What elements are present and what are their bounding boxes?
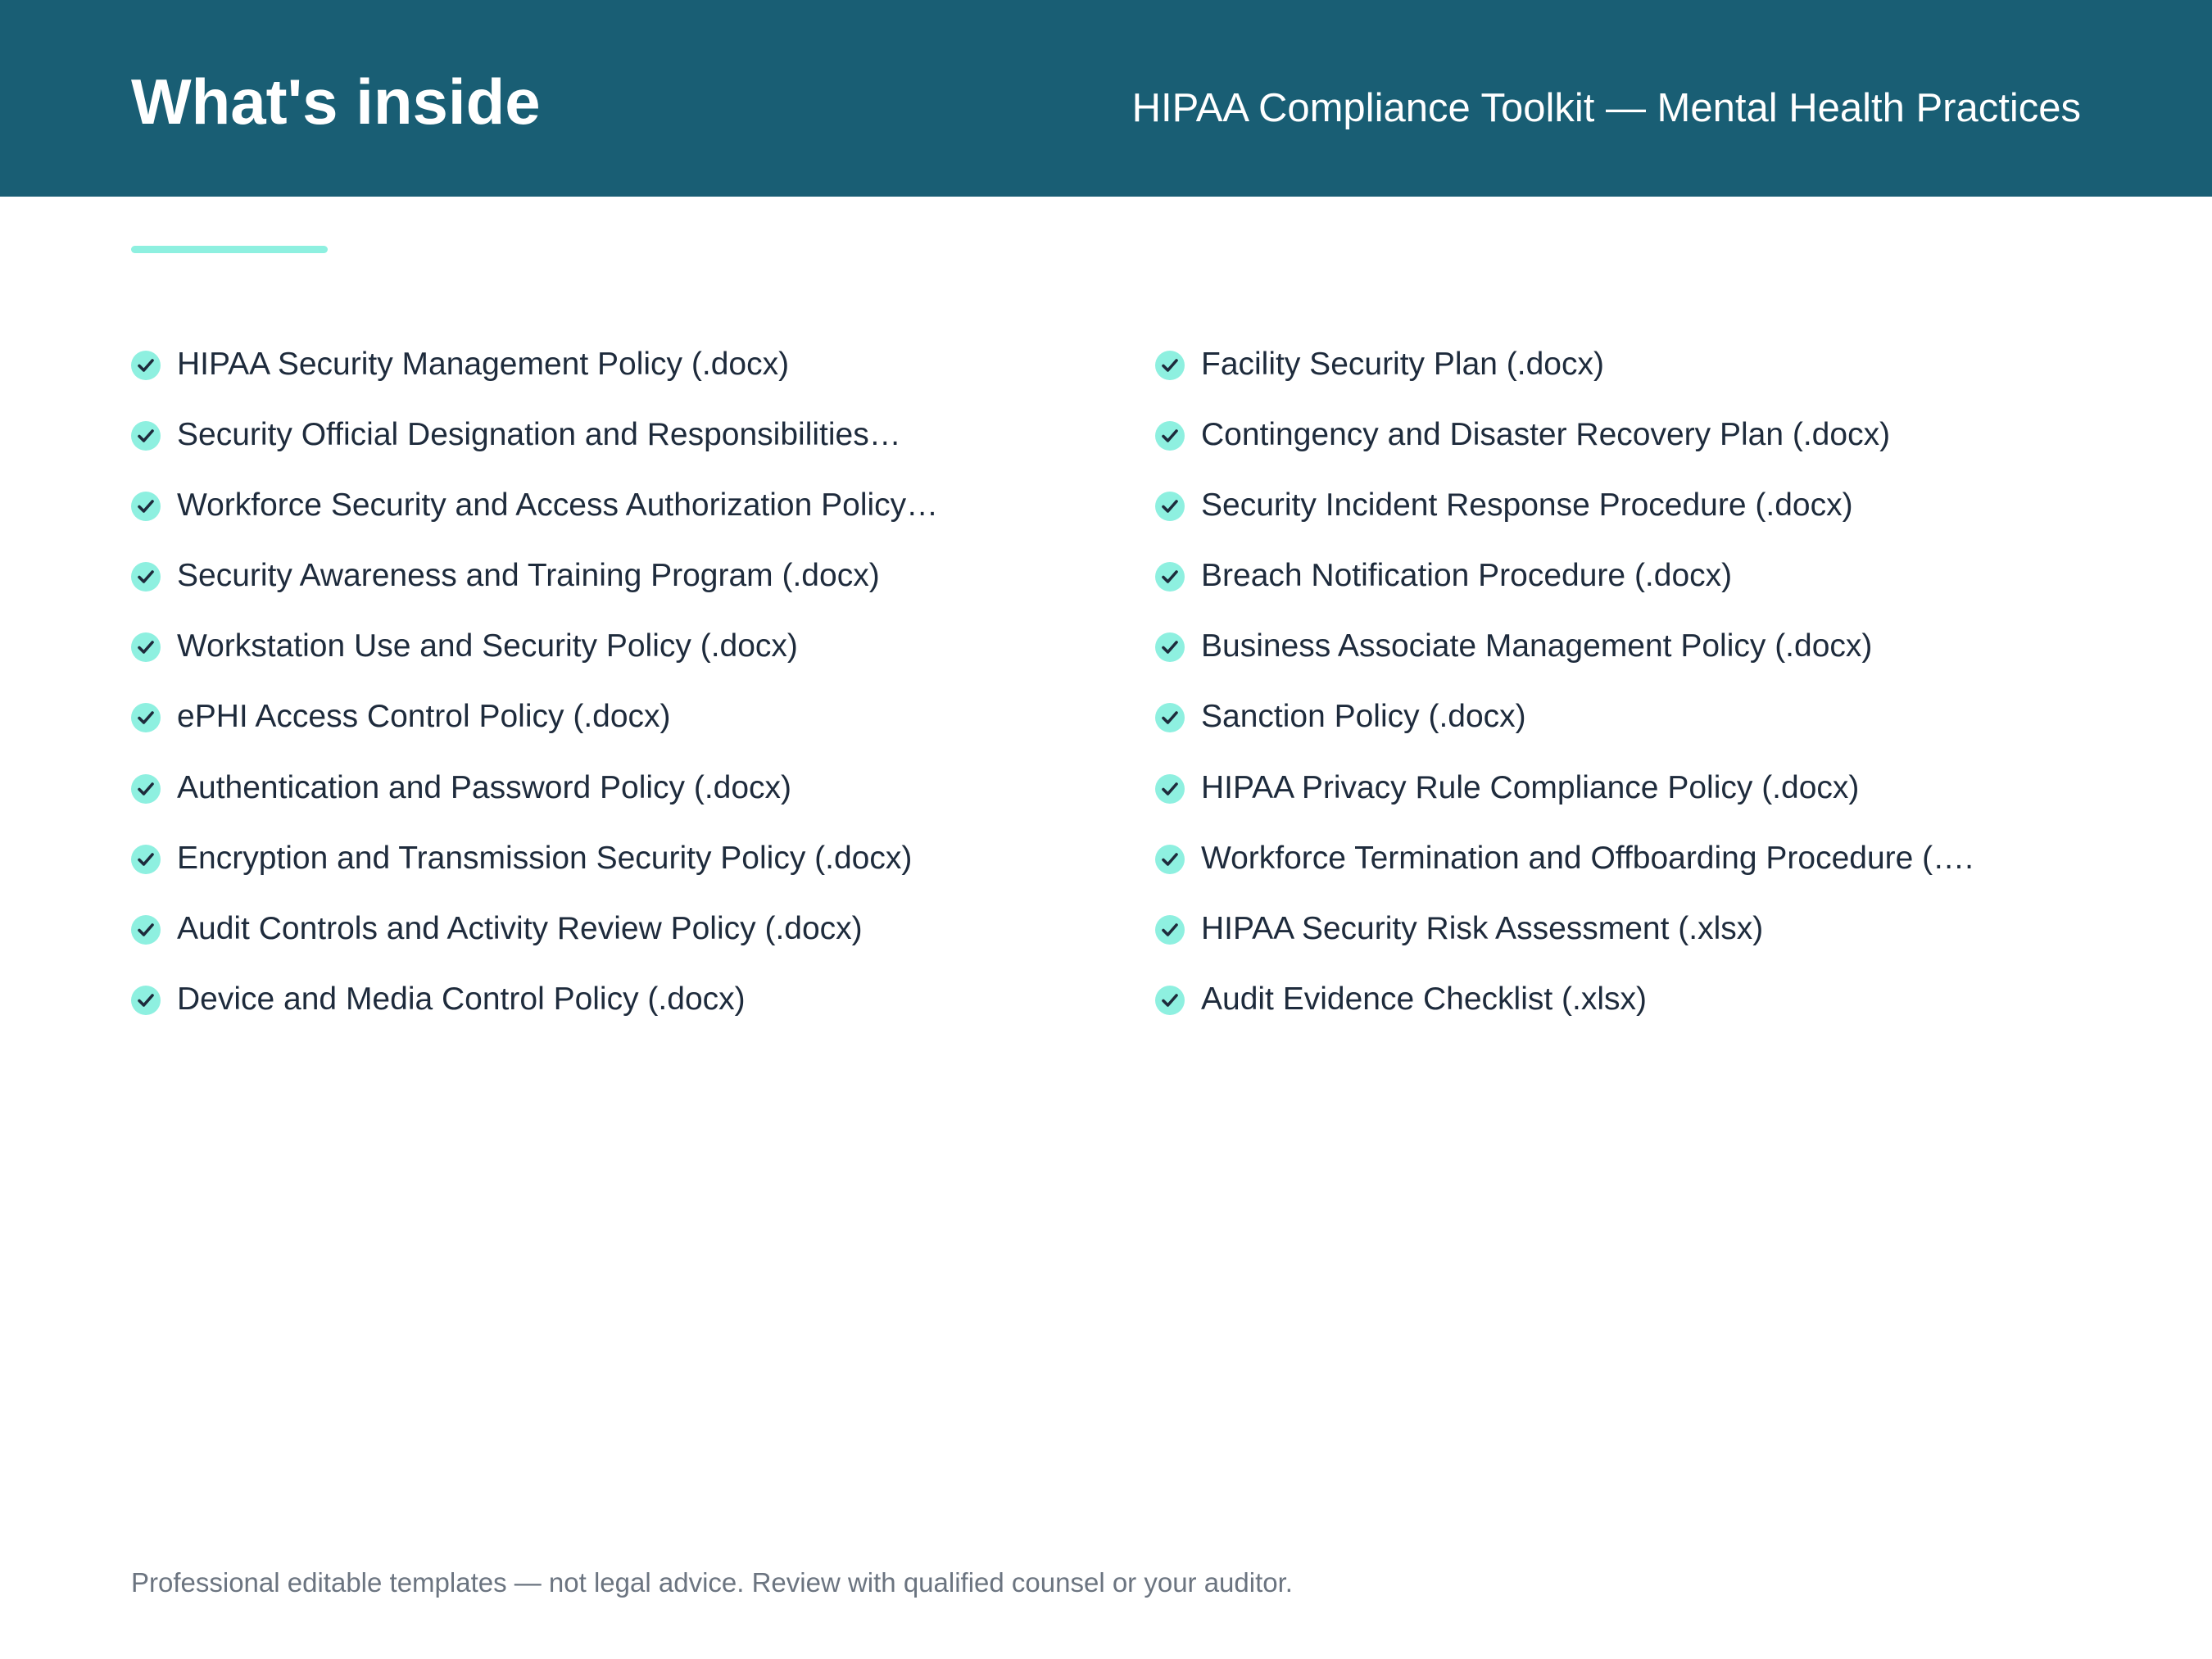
- check-circle-icon: [131, 774, 161, 804]
- list-item-label: Security Official Designation and Responsibilities…: [177, 417, 901, 453]
- check-circle-icon: [1155, 492, 1185, 521]
- list-item: [1155, 613, 2097, 683]
- check-circle-icon: [131, 562, 161, 592]
- list-item: [131, 401, 1073, 472]
- check-circle-icon: [131, 703, 161, 732]
- list-item-label: Encryption and Transmission Security Policy (.docx): [177, 840, 913, 876]
- list-item: [131, 331, 1073, 401]
- list-item-label: HIPAA Security Risk Assessment (.xlsx): [1201, 910, 1764, 946]
- list-item: [1155, 542, 2097, 613]
- list-item: [131, 683, 1073, 754]
- list-item-label: HIPAA Privacy Rule Compliance Policy (.docx): [1201, 769, 1860, 805]
- list-item: [1155, 825, 2097, 895]
- footer-disclaimer: Professional editable templates — not legal advice. Review with qualified counsel or your auditor.: [131, 1567, 1293, 1598]
- list-item-label: Security Awareness and Training Program (.docx): [177, 558, 880, 594]
- page-title: What's inside: [131, 66, 541, 138]
- list-item: [131, 825, 1073, 895]
- contents-list-left: [131, 331, 1073, 1036]
- list-item-label: Breach Notification Procedure (.docx): [1201, 558, 1733, 594]
- check-circle-icon: [131, 632, 161, 662]
- list-item-label: Workforce Security and Access Authorization Policy…: [177, 487, 939, 524]
- check-circle-icon: [1155, 915, 1185, 945]
- accent-divider: [131, 246, 328, 253]
- list-item-label: Audit Controls and Activity Review Policy (.docx): [177, 910, 863, 946]
- list-item: [131, 966, 1073, 1036]
- header-banner: [0, 0, 2212, 197]
- list-item: [131, 755, 1073, 825]
- check-circle-icon: [1155, 845, 1185, 874]
- check-circle-icon: [1155, 562, 1185, 592]
- list-item: [131, 613, 1073, 683]
- list-item: [1155, 401, 2097, 472]
- list-item-label: Authentication and Password Policy (.docx): [177, 769, 792, 805]
- check-circle-icon: [1155, 421, 1185, 451]
- check-circle-icon: [131, 986, 161, 1015]
- list-item-label: Sanction Policy (.docx): [1201, 699, 1526, 735]
- list-item-label: Contingency and Disaster Recovery Plan (.docx): [1201, 417, 1891, 453]
- list-item-label: ePHI Access Control Policy (.docx): [177, 699, 671, 735]
- check-circle-icon: [1155, 632, 1185, 662]
- list-item-label: Business Associate Management Policy (.docx): [1201, 628, 1873, 664]
- list-item: [1155, 895, 2097, 966]
- list-item: [1155, 472, 2097, 542]
- check-circle-icon: [1155, 351, 1185, 380]
- list-item-label: Device and Media Control Policy (.docx): [177, 981, 746, 1017]
- check-circle-icon: [131, 351, 161, 380]
- list-item: [1155, 331, 2097, 401]
- contents-list-right: [1155, 331, 2097, 1036]
- list-item-label: Security Incident Response Procedure (.docx): [1201, 487, 1853, 524]
- product-subtitle: HIPAA Compliance Toolkit — Mental Health Practices: [1131, 86, 2081, 130]
- list-item: [131, 895, 1073, 966]
- check-circle-icon: [131, 492, 161, 521]
- list-item-label: Audit Evidence Checklist (.xlsx): [1201, 981, 1648, 1017]
- list-item-label: Workforce Termination and Offboarding Procedure (….: [1201, 840, 1974, 876]
- check-circle-icon: [131, 915, 161, 945]
- check-circle-icon: [131, 421, 161, 451]
- list-item-label: HIPAA Security Management Policy (.docx): [177, 347, 790, 382]
- check-circle-icon: [1155, 703, 1185, 732]
- list-item-label: Facility Security Plan (.docx): [1201, 347, 1604, 382]
- list-item: [131, 472, 1073, 542]
- check-circle-icon: [131, 845, 161, 874]
- list-item: [1155, 683, 2097, 754]
- check-circle-icon: [1155, 774, 1185, 804]
- list-item: [1155, 966, 2097, 1036]
- list-item-label: Workstation Use and Security Policy (.docx): [177, 628, 798, 664]
- list-item: [131, 542, 1073, 613]
- list-item: [1155, 755, 2097, 825]
- check-circle-icon: [1155, 986, 1185, 1015]
